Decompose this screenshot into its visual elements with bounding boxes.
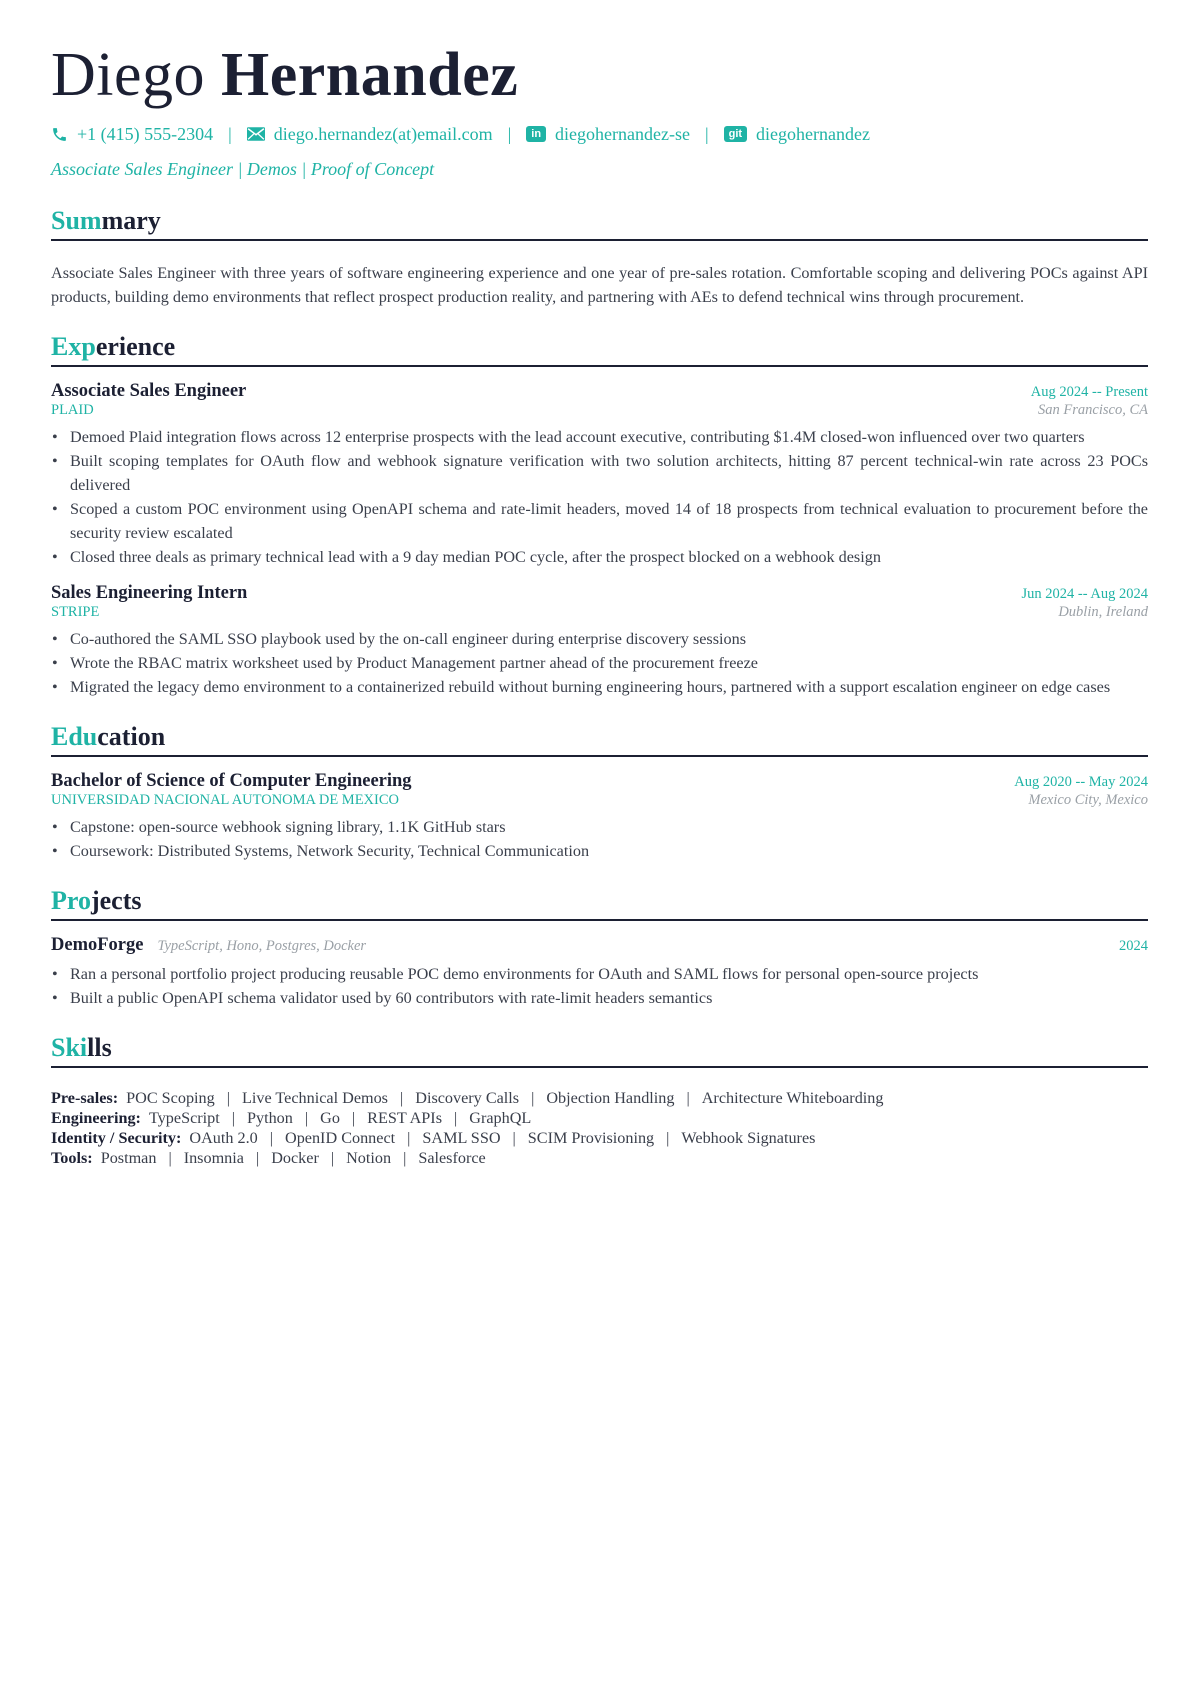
skill-separator: | bbox=[512, 1129, 516, 1147]
project-entry bbox=[51, 935, 1148, 1010]
skill-item: Architecture Whiteboarding bbox=[701, 1089, 884, 1107]
section-heading: Projects bbox=[51, 885, 1148, 921]
skill-item: Salesforce bbox=[418, 1149, 486, 1167]
experience-section bbox=[51, 331, 1148, 699]
education-entry bbox=[51, 771, 1148, 863]
linkedin-text: diegohernandez-se bbox=[555, 123, 690, 144]
skill-separator: | bbox=[351, 1109, 356, 1127]
contact-separator: | bbox=[228, 123, 232, 144]
skills-section bbox=[51, 1032, 1148, 1168]
bullet-list bbox=[51, 815, 1148, 863]
skill-category: Engineering: bbox=[51, 1109, 141, 1127]
skill-item: Insomnia bbox=[183, 1149, 244, 1167]
education-section bbox=[51, 721, 1148, 863]
company-name: PLAID bbox=[51, 402, 94, 418]
skill-item: Notion bbox=[346, 1149, 392, 1167]
list-item: • Coursework: Distributed Systems, Network Security, Technical Communication bbox=[51, 839, 1148, 863]
git-icon: git bbox=[724, 126, 747, 142]
job-title: Associate Sales Engineer bbox=[51, 381, 247, 401]
skill-item: SAML SSO bbox=[422, 1129, 501, 1147]
list-item: • Wrote the RBAC matrix worksheet used by Product Management partner ahead of the procurement freeze bbox=[51, 651, 1148, 675]
section-heading: Experience bbox=[51, 331, 1148, 367]
list-item: • Demoed Plaid integration flows across 12 enterprise prospects with the lead account executive, contributing $1.4M closed-won influenced over two quarters bbox=[51, 425, 1148, 449]
job-location: Dublin, Ireland bbox=[1058, 604, 1148, 620]
skill-separator: | bbox=[407, 1129, 411, 1147]
contact-phone[interactable] bbox=[51, 124, 213, 145]
projects-section bbox=[51, 885, 1148, 1010]
skill-category: Pre-sales: bbox=[51, 1089, 119, 1107]
project-name: DemoForge bbox=[51, 935, 144, 955]
last-name: Hernandez bbox=[221, 41, 519, 109]
skill-item: Discovery Calls bbox=[415, 1089, 520, 1107]
skill-separator: | bbox=[400, 1089, 404, 1107]
job-dates: Aug 2024 -- Present bbox=[1030, 384, 1148, 400]
tagline: Associate Sales Engineer | Demos | Proof of Concept bbox=[51, 159, 435, 179]
education-dates: Aug 2020 -- May 2024 bbox=[1014, 774, 1148, 790]
skill-item: Go bbox=[320, 1109, 340, 1127]
school-location: Mexico City, Mexico bbox=[1028, 792, 1148, 808]
skill-row bbox=[51, 1148, 1148, 1168]
job-dates: Jun 2024 -- Aug 2024 bbox=[1021, 586, 1148, 602]
skill-separator: | bbox=[403, 1149, 407, 1167]
skill-separator: | bbox=[330, 1149, 335, 1167]
skill-item: Objection Handling bbox=[546, 1089, 675, 1107]
skill-item: Postman bbox=[100, 1149, 157, 1167]
github-text: diegohernandez bbox=[756, 123, 870, 144]
list-item: • Closed three deals as primary technical lead with a 9 day median POC cycle, after the prospect blocked on a webhook design bbox=[51, 545, 1148, 569]
skill-separator: | bbox=[231, 1109, 235, 1127]
section-heading: Summary bbox=[51, 205, 1148, 241]
skill-item: SCIM Provisioning bbox=[527, 1129, 655, 1147]
list-item: • Capstone: open-source webhook signing library, 1.1K GitHub stars bbox=[51, 815, 1148, 839]
skill-separator: | bbox=[255, 1149, 260, 1167]
project-year: 2024 bbox=[1119, 938, 1148, 954]
skill-separator: | bbox=[454, 1109, 458, 1127]
summary-text: Associate Sales Engineer with three years of software engineering experience and one year of pre-sales rotation. Comfortable scoping and delivering POCs against API products, building demo environments that reflect prospect production reality, and partnering with AEs to defend technical wins through procurement. bbox=[51, 264, 1148, 306]
list-item: • Co-authored the SAML SSO playbook used by the on-call engineer during enterprise discovery sessions bbox=[51, 627, 1148, 651]
degree-title: Bachelor of Science of Computer Engineering bbox=[51, 771, 412, 791]
skill-category: Identity / Security: bbox=[51, 1129, 182, 1147]
contact-bar bbox=[51, 122, 1148, 146]
skill-item: Docker bbox=[271, 1149, 319, 1167]
skill-item: Live Technical Demos bbox=[241, 1089, 388, 1107]
section-heading: Skills bbox=[51, 1032, 1148, 1068]
phone-icon bbox=[51, 126, 68, 143]
project-tech: TypeScript, Hono, Postgres, Docker bbox=[157, 938, 367, 954]
skill-separator: | bbox=[269, 1129, 273, 1147]
contact-github[interactable] bbox=[724, 124, 870, 145]
email-text: diego.hernandez(at)email.com bbox=[273, 123, 493, 144]
company-name: STRIPE bbox=[51, 604, 100, 620]
skill-item: Webhook Signatures bbox=[681, 1129, 816, 1147]
linkedin-icon: in bbox=[526, 126, 546, 142]
contact-separator: | bbox=[507, 123, 512, 144]
list-item: • Scoped a custom POC environment using OpenAPI schema and rate-limit headers, moved 14 of 18 prospects from technical evaluation to procurement before the security review escalated bbox=[51, 497, 1148, 545]
skill-separator: | bbox=[168, 1149, 172, 1167]
skill-row bbox=[51, 1088, 1148, 1108]
list-item: • Ran a personal portfolio project producing reusable POC demo environments for OAuth and SAML flows for personal open-source projects bbox=[51, 962, 1148, 986]
skill-item: OpenID Connect bbox=[285, 1129, 396, 1147]
first-name: Diego bbox=[51, 41, 206, 109]
bullet-list bbox=[51, 425, 1148, 569]
skill-separator: | bbox=[531, 1089, 535, 1107]
job-entry bbox=[51, 583, 1148, 699]
list-item: • Migrated the legacy demo environment to a containerized rebuild without burning engineering hours, partnered with a support escalation engineer on edge cases bbox=[51, 675, 1148, 699]
candidate-name bbox=[51, 38, 1148, 112]
contact-separator: | bbox=[704, 123, 709, 144]
skill-item: OAuth 2.0 bbox=[189, 1129, 258, 1147]
skill-item: TypeScript bbox=[148, 1109, 220, 1127]
bullet-list bbox=[51, 627, 1148, 699]
skill-separator: | bbox=[226, 1089, 230, 1107]
skill-item: Python bbox=[246, 1109, 293, 1127]
contact-email[interactable] bbox=[247, 124, 493, 145]
job-location: San Francisco, CA bbox=[1038, 402, 1148, 418]
job-entry bbox=[51, 381, 1148, 569]
skill-item: REST APIs bbox=[367, 1109, 442, 1127]
section-heading: Education bbox=[51, 721, 1148, 757]
skill-separator: | bbox=[686, 1089, 690, 1107]
skills-list bbox=[51, 1088, 1148, 1168]
skill-item: GraphQL bbox=[469, 1109, 532, 1127]
list-item: • Built scoping templates for OAuth flow and webhook signature verification with two solution architects, hitting 87 percent technical-win rate across 23 POCs delivered bbox=[51, 449, 1148, 497]
skill-separator: | bbox=[666, 1129, 670, 1147]
skill-row bbox=[51, 1108, 1148, 1128]
contact-linkedin[interactable] bbox=[526, 124, 690, 145]
skill-item: POC Scoping bbox=[126, 1089, 215, 1107]
summary-section bbox=[51, 205, 1148, 309]
skill-row bbox=[51, 1128, 1148, 1148]
skill-separator: | bbox=[304, 1109, 309, 1127]
phone-text: +1 (415) 555-2304 bbox=[77, 123, 214, 144]
school-name: UNIVERSIDAD NACIONAL AUTONOMA DE MEXICO bbox=[51, 792, 399, 808]
envelope-icon bbox=[247, 127, 265, 141]
job-title: Sales Engineering Intern bbox=[51, 583, 248, 603]
list-item: • Built a public OpenAPI schema validator used by 60 contributors with rate-limit headers semantics bbox=[51, 986, 1148, 1010]
bullet-list bbox=[51, 962, 1148, 1010]
skill-category: Tools: bbox=[51, 1149, 93, 1167]
